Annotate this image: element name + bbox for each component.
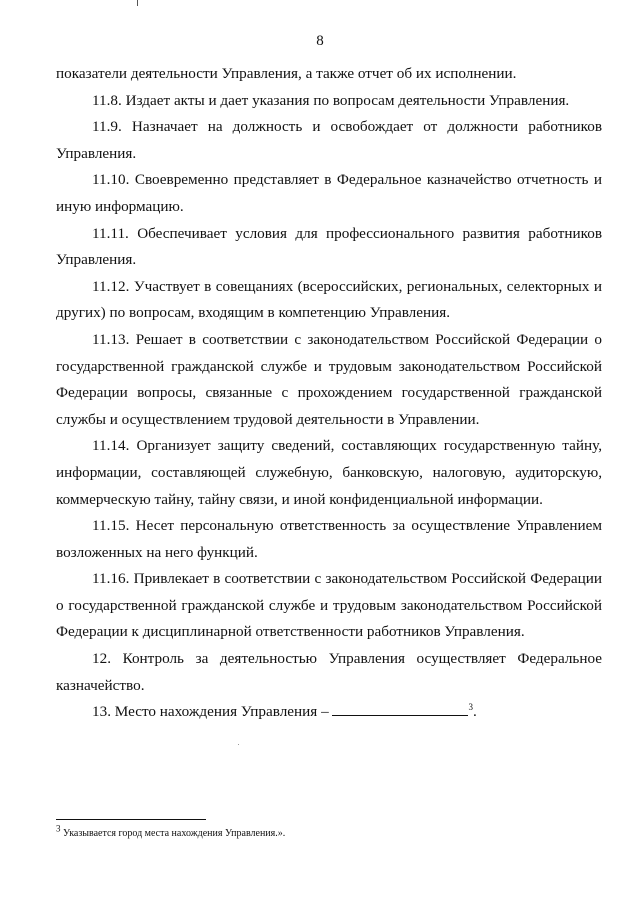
paragraph: 11.8. Издает акты и дает указания по вопросам деятельности Управления.	[92, 91, 570, 109]
page-number: 8	[316, 33, 324, 49]
location-period: .	[472, 703, 477, 721]
paragraph: показатели деятельности Управления, а также отчет об их исполнении.	[56, 65, 517, 82]
paragraph: 11.10. Своевременно представляет в Федеральное казначейство отчетность и иную информацию.	[56, 171, 602, 215]
paragraph: 11.9. Назначает на должность и освобождает от должности работников Управления.	[56, 118, 602, 162]
footnote-separator	[56, 819, 206, 820]
location-label: 13. Место нахождения Управления –	[92, 703, 329, 721]
location-blank	[332, 701, 468, 716]
footnote-text: Указывается город места нахождения Управления.».	[63, 828, 286, 839]
footnote-marker: 3	[56, 823, 61, 834]
paragraph: 11.13. Решает в соответствии с законодательством Российской Федерации о государственной гражданской службе и трудовым законодательством Российской Федерации вопросы, связанные с прохождением государственной гражданской службы и осуществлением трудовой деятельности в Управлении.	[56, 330, 602, 428]
paragraph: 12. Контроль за деятельностью Управления осуществляет Федеральное казначейство.	[56, 650, 602, 694]
scan-speck	[238, 744, 239, 745]
paragraph: 11.15. Несет персональную ответственность за осуществление Управлением возложенных на него функций.	[56, 517, 602, 561]
paragraph: 11.11. Обеспечивает условия для профессионального развития работников Управления.	[56, 224, 602, 269]
document-body	[56, 61, 602, 726]
paragraph: 11.16. Привлекает в соответствии с законодательством Российской Федерации о государственной гражданской службе и трудовым законодательством Российской Федерации к дисциплинарной ответственности работников Управления.	[56, 570, 602, 641]
scan-artifact	[137, 0, 138, 6]
paragraph: 11.14. Организует защиту сведений, составляющих государственную тайну, информации, составляющей служебную, банковскую, налоговую, аудиторскую, коммерческую тайну, тайну связи, и иной конфиденциальной информации.	[56, 437, 602, 508]
footnote	[56, 823, 602, 841]
paragraph: 11.12. Участвует в совещаниях (всероссийских, региональных, селекторных и других) по вопросам, входящим в компетенцию Управления.	[56, 277, 602, 322]
footnote-reference: 3	[468, 702, 473, 713]
location-paragraph	[56, 699, 602, 726]
